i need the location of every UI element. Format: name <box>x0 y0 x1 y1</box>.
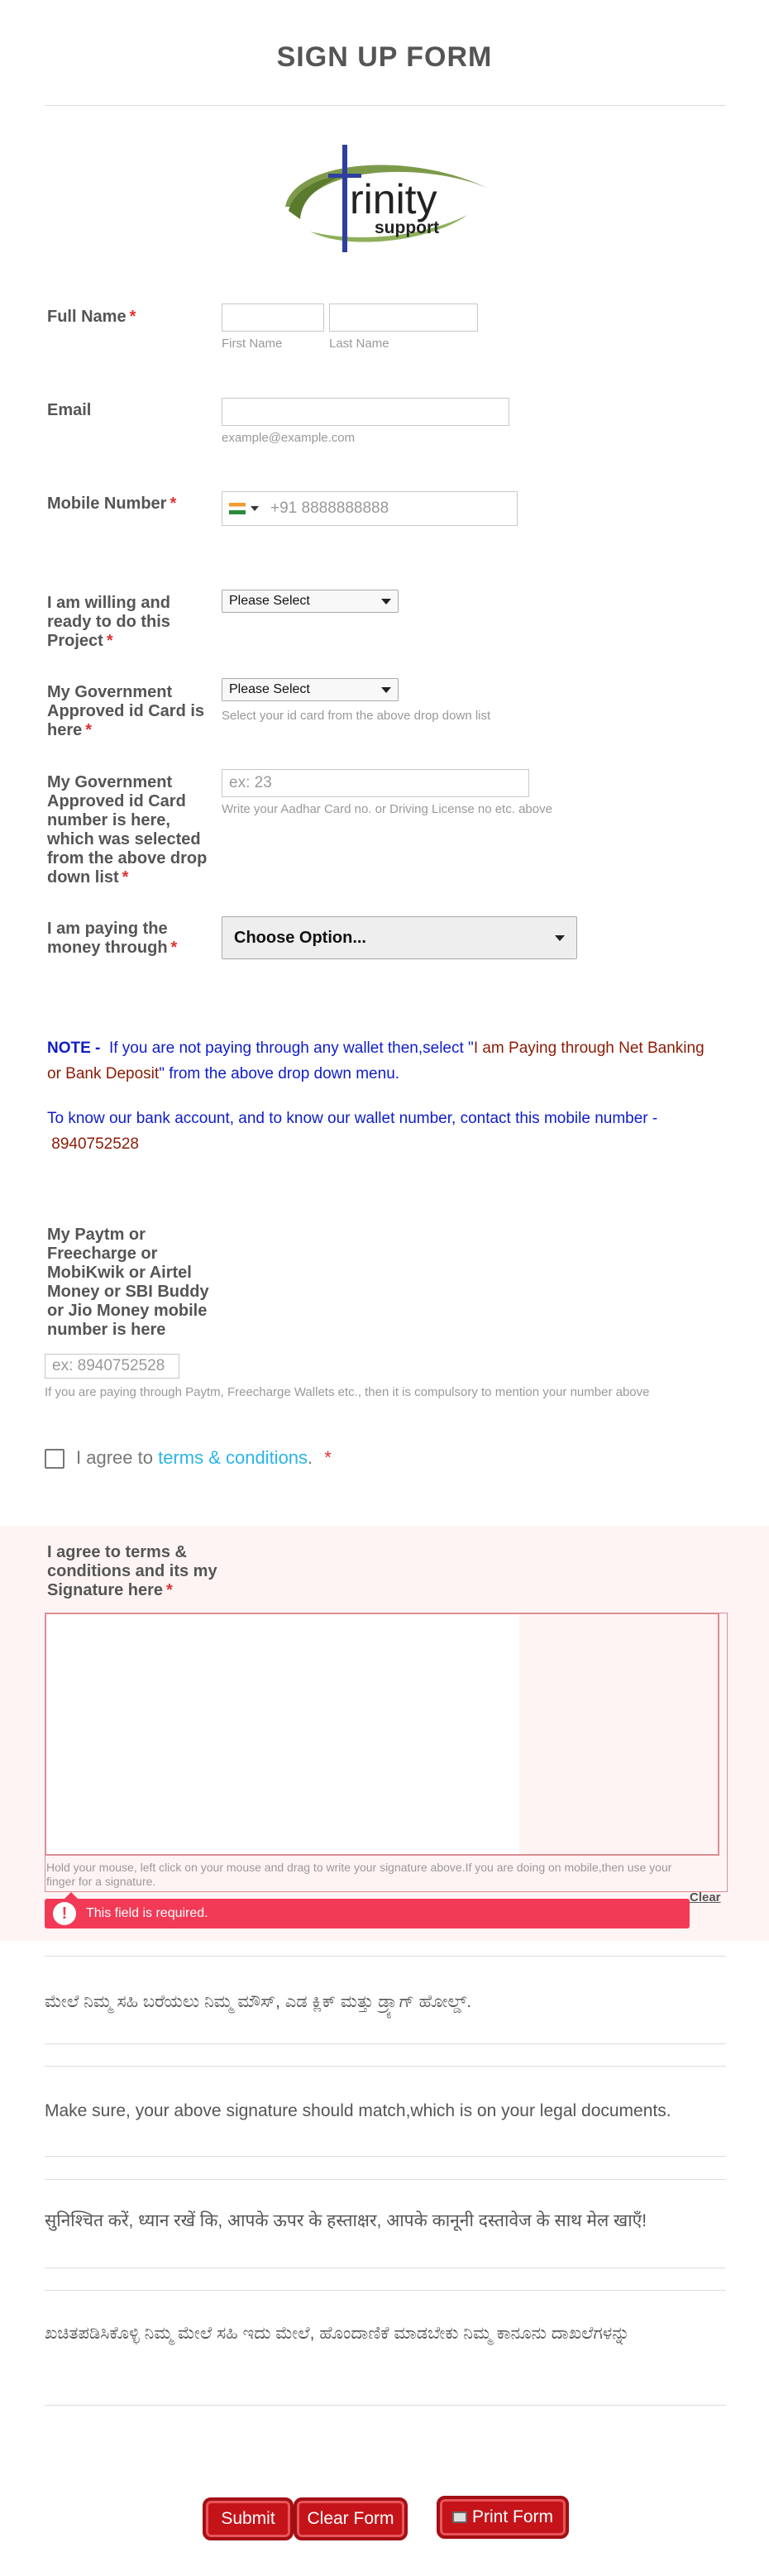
email-label: Email <box>47 401 92 419</box>
govt-id-select[interactable] <box>222 678 399 701</box>
payment-select[interactable] <box>222 916 577 959</box>
chevron-down-icon[interactable] <box>251 506 259 511</box>
printer-icon <box>452 2511 467 2523</box>
email-sublabel: example@example.com <box>222 431 356 445</box>
terms-suffix: . <box>308 1447 313 1468</box>
signature-label: I agree to terms & conditions and its my Signature here * <box>47 1543 217 1599</box>
alert-icon: ! <box>53 1902 76 1925</box>
terms-checkbox[interactable] <box>45 1449 64 1469</box>
required-marker: * <box>106 632 113 650</box>
first-name-input[interactable] <box>222 303 324 332</box>
note-prefix: NOTE - <box>47 1039 101 1057</box>
govt-id-number-label: My Government Approved id Card number is here, which was selected from the above drop down list * <box>47 773 208 887</box>
required-marker: * <box>170 495 177 513</box>
required-marker: * <box>129 308 136 326</box>
divider <box>45 2066 726 2067</box>
willing-label: I am willing and ready to do this Project * <box>47 594 170 650</box>
clear-form-button[interactable]: Clear Form <box>294 2497 408 2540</box>
wallet-number-input[interactable]: ex: 8940752528 <box>45 1354 179 1379</box>
mobile-label: Mobile Number * <box>47 495 177 513</box>
contact-line: To know our bank account, and to know our wallet number, contact this mobile number - <box>47 1110 658 1127</box>
divider <box>45 2290 726 2291</box>
contact-text <box>47 1106 709 1157</box>
divider <box>45 2179 726 2180</box>
govt-id-label: My Government Approved id Card is here * <box>47 683 205 739</box>
chevron-down-icon <box>381 599 391 605</box>
clear-signature-link[interactable]: Clear <box>690 1890 721 1905</box>
divider <box>45 1956 726 1957</box>
terms-link[interactable]: terms & conditions <box>158 1447 308 1468</box>
hindi-instruction: सुनिश्चित करें, ध्यान रखें कि, आपके ऊपर के हस्ताक्षर, आपके कानूनी दस्तावेज के साथ मेल खाएँ! <box>45 2211 647 2230</box>
terms-text <box>76 1447 332 1469</box>
govt-id-number-input[interactable]: ex: 23 <box>222 769 529 797</box>
kannada-instruction-2: ಖಚಿತಪಡಿಸಿಕೊಳ್ಳಿ ನಿಮ್ಮ ಮೇಲೆ ಸಹಿ ಇದು ಮೇಲೆ, ಹೊಂದಾಣಿಕೆ ಮಾಡಬೇಕು ನಿಮ್ಮ ಕಾನೂನು ದಾಖಲೆಗಳನ್ನು <box>45 2324 630 2343</box>
willing-select[interactable] <box>222 590 399 613</box>
chevron-down-icon <box>381 687 391 693</box>
kannada-instruction-1: ಮೇಲೆ ನಿಮ್ಮ ಸಹಿ ಬರೆಯಲು ನಿಮ್ಮ ಮೌಸ್, ಎಡ ಕ್ಲಿಕ್ ಮತ್ತು ಡ್ರ್ಯಾಗ್ ಹೋಲ್ಡ್. <box>45 1992 472 2011</box>
divider <box>45 2043 726 2044</box>
full-name-label: Full Name * <box>47 308 136 326</box>
first-name-sublabel: First Name <box>222 337 283 351</box>
payment-label: I am paying the money through * <box>47 920 178 957</box>
english-instruction: Make sure, your above signature should match,which is on your legal documents. <box>45 2101 671 2120</box>
mobile-input[interactable] <box>222 491 518 526</box>
print-label: Print Form <box>471 2507 553 2526</box>
divider <box>45 2156 726 2157</box>
note-text <box>47 1035 709 1087</box>
note-part1: If you are not paying through any wallet then,select " <box>108 1039 474 1057</box>
contact-number: 8940752528 <box>51 1135 139 1153</box>
willing-selected: Please Select <box>229 594 310 608</box>
required-marker: * <box>85 721 93 739</box>
terms-prefix: I agree to <box>76 1447 153 1468</box>
last-name-input[interactable] <box>329 303 478 332</box>
divider <box>45 105 726 106</box>
divider <box>45 2405 726 2406</box>
payment-selected: Choose Option... <box>234 928 366 947</box>
note-highlight: I am Paying through Net Banking or Bank Deposit <box>47 1039 705 1082</box>
mobile-placeholder: +91 8888888888 <box>270 499 389 517</box>
govt-id-sublabel: Select your id card from the above drop down list <box>222 709 491 723</box>
required-marker: * <box>166 1581 173 1599</box>
email-field[interactable] <box>222 398 509 426</box>
signature-pad[interactable] <box>45 1613 719 1856</box>
print-form-button[interactable] <box>437 2496 569 2539</box>
wallet-label: My Paytm or Freecharge or MobiKwik or Airtel Money or SBI Buddy or Jio Money mobile number is here <box>47 1226 209 1339</box>
govt-id-number-sublabel: Write your Aadhar Card no. or Driving License no etc. above <box>222 802 552 816</box>
note-part2: " from the above drop down menu. <box>159 1065 400 1082</box>
submit-button[interactable]: Submit <box>203 2497 294 2540</box>
error-text: This field is required. <box>86 1906 208 1920</box>
chevron-down-icon <box>555 935 565 941</box>
wallet-sublabel: If you are paying through Paytm, Freecharge Wallets etc., then it is compulsory to mention your number above <box>45 1385 650 1399</box>
required-marker: * <box>170 939 178 957</box>
error-message <box>45 1899 690 1928</box>
required-marker: * <box>324 1447 332 1468</box>
logo-subtext: support <box>375 218 440 237</box>
required-marker: * <box>122 868 129 887</box>
logo-text: rinity <box>350 176 437 222</box>
signature-hint: Hold your mouse, left click on your mouse and drag to write your signature above.If you are doing on mobile,then use your finger for a signature. <box>46 1861 672 1888</box>
last-name-sublabel: Last Name <box>329 337 389 351</box>
trinity-logo <box>277 141 500 256</box>
govt-id-selected: Please Select <box>229 682 310 696</box>
form-title: SIGN UP FORM <box>276 41 493 73</box>
india-flag-icon[interactable] <box>229 503 246 514</box>
